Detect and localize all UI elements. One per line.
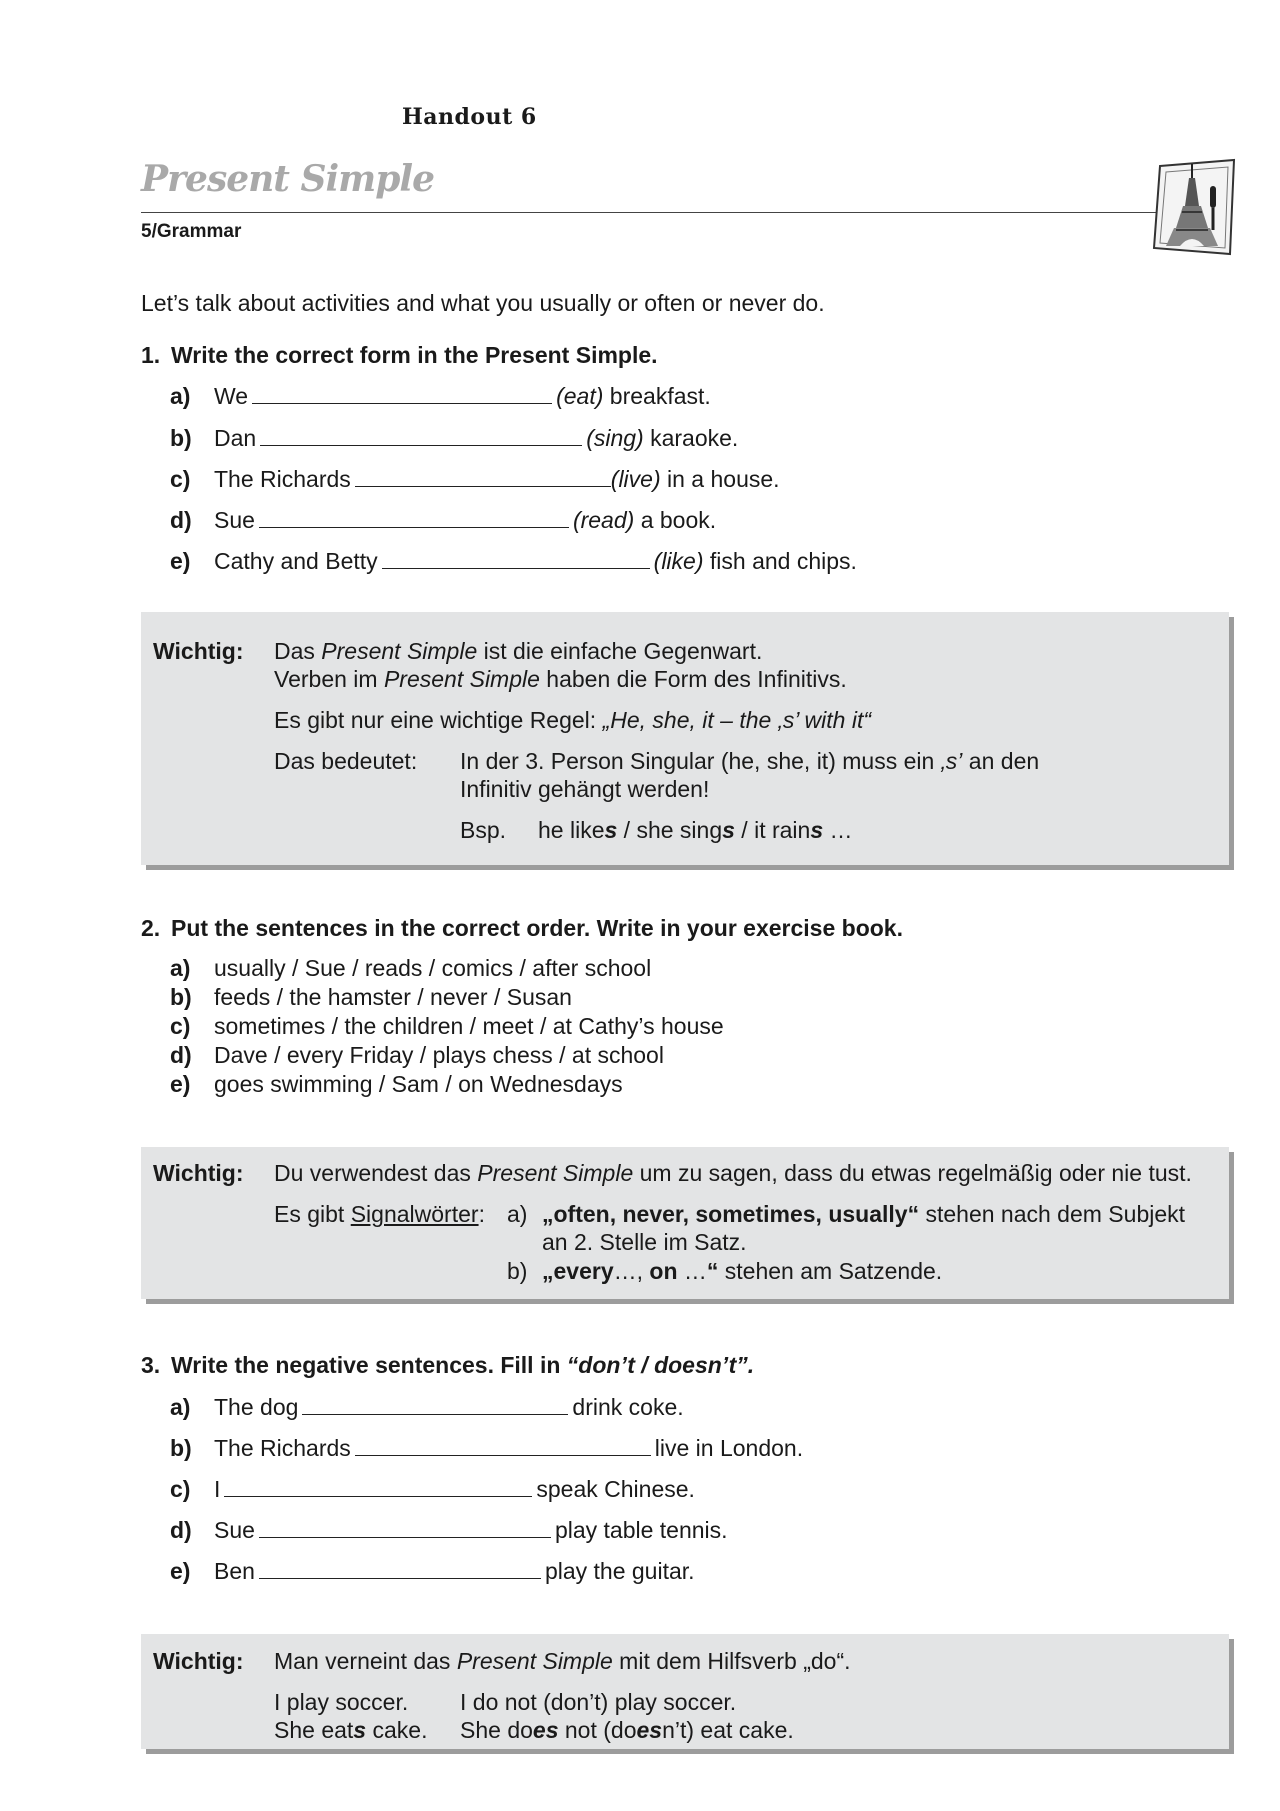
exercise-3-number: 3. (141, 1352, 161, 1378)
item-rest: fish and chips. (709, 548, 857, 574)
item-subject: Sue (214, 507, 255, 533)
subtitle: 5/Grammar (141, 221, 242, 242)
exercise-1-item-b (170, 423, 1070, 453)
title-divider (141, 212, 1159, 213)
item-verb: (read) (572, 507, 635, 533)
exercise-1-number: 1. (141, 342, 161, 368)
answer-blank[interactable] (355, 464, 611, 487)
answer-blank[interactable] (259, 1556, 541, 1579)
note-rule: Es gibt nur eine wichtige Regel: „He, she, it – the ‚s’ with it“ (274, 707, 872, 733)
example-affirmative-2: She eats cake. (274, 1717, 428, 1743)
grammar-note-box-2 (141, 1147, 1229, 1299)
answer-blank[interactable] (259, 1515, 551, 1538)
grammar-note-box-1 (141, 612, 1229, 865)
note-line-2: Verben im Present Simple haben die Form des Infinitivs. (274, 666, 847, 692)
note-label: Wichtig: (153, 1160, 244, 1186)
item-label: c) (170, 466, 191, 492)
example-label: Bsp. (460, 817, 507, 843)
item-subject: The Richards (214, 466, 351, 492)
exercise-2-item-b: b) feeds / the hamster / never / Susan (170, 984, 572, 1010)
item-label: e) (170, 548, 191, 574)
answer-blank[interactable] (260, 423, 582, 446)
signal-words-label: Es gibt Signalwörter: (274, 1201, 485, 1227)
item-verb: (sing) (586, 425, 644, 451)
signal-b-label: b) (507, 1258, 528, 1284)
exercise-3-heading (141, 1352, 754, 1379)
note-line-1: Du verwendest das Present Simple um zu sagen, dass du etwas regelmäßig oder nie tust. (274, 1160, 1192, 1186)
exercise-3-instruction: Write the negative sentences. Fill in (171, 1352, 567, 1378)
exercise-1-item-c (170, 464, 1070, 494)
note-label: Wichtig: (153, 1648, 244, 1674)
exercise-1-item-a (170, 381, 1070, 411)
answer-blank[interactable] (259, 505, 569, 528)
exercise-1-heading (141, 342, 658, 369)
exercise-3-instruction-words: “don’t / doesn’t”. (566, 1352, 755, 1378)
exercise-2-item-d: d) Dave / every Friday / plays chess / at school (170, 1042, 664, 1068)
exercise-2-item-c: c) sometimes / the children / meet / at Cathy’s house (170, 1013, 724, 1039)
exercise-3-item-a: a) The dog drink coke. (170, 1394, 684, 1420)
item-verb: (eat) (556, 383, 604, 409)
item-label: a) (170, 383, 191, 409)
exercise-3-item-e: e) Ben play the guitar. (170, 1558, 695, 1584)
note-meaning-label: Das bedeutet: (274, 748, 418, 774)
eiffel-tower-icon (1152, 156, 1238, 260)
item-label: d) (170, 507, 192, 533)
page-title: Present Simple (141, 158, 434, 200)
answer-blank[interactable] (224, 1474, 532, 1497)
exercise-2-item-e: e) goes swimming / Sam / on Wednesdays (170, 1071, 623, 1097)
item-label: b) (170, 425, 192, 451)
answer-blank[interactable] (302, 1392, 568, 1415)
note-line-1: Man verneint das Present Simple mit dem Hilfsverb „do“. (274, 1648, 851, 1674)
grammar-note-box-3 (141, 1634, 1229, 1749)
item-subject: Dan (214, 425, 257, 451)
item-rest: in a house. (667, 466, 780, 492)
note-meaning-line-2: Infinitiv gehängt werden! (460, 776, 710, 802)
example-negative-2: She does not (doesn’t) eat cake. (460, 1717, 794, 1743)
exercise-2-instruction: Put the sentences in the correct order. Write in your exercise book. (171, 915, 903, 941)
item-rest: breakfast. (609, 383, 711, 409)
item-subject: We (214, 383, 249, 409)
answer-blank[interactable] (355, 1433, 651, 1456)
signal-b-text: „every…, on …“ stehen am Satzende. (542, 1258, 943, 1284)
note-label: Wichtig: (153, 638, 244, 664)
item-verb: (like) (653, 548, 704, 574)
signal-a-label: a) (507, 1201, 528, 1227)
item-verb: (live) (610, 466, 661, 492)
answer-blank[interactable] (382, 546, 650, 569)
exercise-3-item-b: b) The Richards live in London. (170, 1435, 804, 1461)
example-negative-1: I do not (don’t) play soccer. (460, 1689, 737, 1715)
exercise-1-item-d (170, 505, 1070, 535)
item-rest: a book. (640, 507, 717, 533)
handout-number: Handout 6 (402, 104, 537, 130)
answer-blank[interactable] (252, 381, 552, 404)
exercise-3-item-d: d) Sue play table tennis. (170, 1517, 728, 1543)
exercise-3-item-c: c) I speak Chinese. (170, 1476, 695, 1502)
item-subject: Cathy and Betty (214, 548, 378, 574)
exercise-1-instruction: Write the correct form in the Present Simple. (171, 342, 658, 368)
exercise-2-number: 2. (141, 915, 161, 941)
signal-a-text: „often, never, sometimes, usually“ stehen nach dem Subjekt (542, 1201, 1186, 1227)
example-affirmative-1: I play soccer. (274, 1689, 409, 1715)
note-meaning-line-1: In der 3. Person Singular (he, she, it) muss ein ‚s’ an den (460, 748, 1040, 774)
exercise-2-item-a: a) usually / Sue / reads / comics / after school (170, 955, 652, 981)
note-line-1: Das Present Simple ist die einfache Gegenwart. (274, 638, 763, 664)
intro-text: Let’s talk about activities and what you usually or often or never do. (141, 290, 825, 316)
signal-a-continued: an 2. Stelle im Satz. (542, 1229, 747, 1255)
example-text: he likes / she sings / it rains … (538, 817, 853, 843)
exercise-1-item-e (170, 546, 1070, 576)
exercise-2-heading (141, 915, 903, 942)
item-rest: karaoke. (650, 425, 739, 451)
